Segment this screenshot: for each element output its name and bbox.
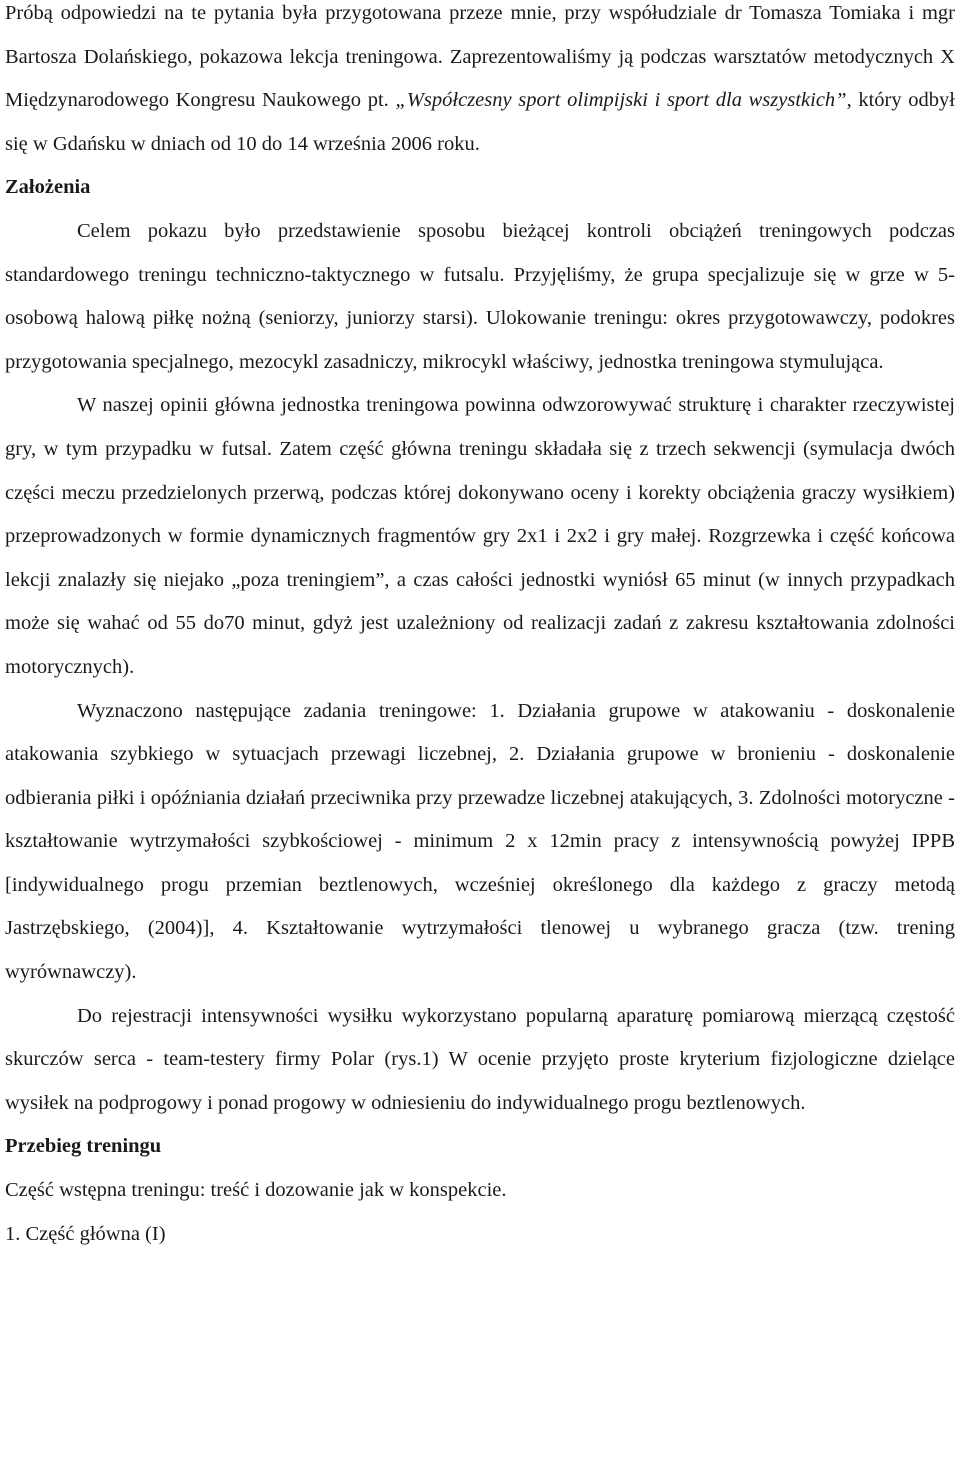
paragraph-rejestracja: Do rejestracji intensywności wysiłku wykorzystano popularną aparaturę pomiarową mierzącą częstość skurczów serca - team-testery firmy Polar (rys.1) W ocenie przyjęto proste kryterium fizjologiczne dzielące wysiłek na podprogowy i ponad progowy w odniesieniu do indywidualnego progu beztlenowych. bbox=[5, 1004, 955, 1114]
line-czesc-wstepna: Część wstępna treningu: treść i dozowanie jak w konspekcie. bbox=[5, 1179, 507, 1202]
line-czesc-glowna: 1. Część główna (I) bbox=[5, 1222, 166, 1245]
intro-text-before: Próbą odpowiedzi na te pytania była przygotowana przeze mnie, przy współudziale dr Tomasza Tomiaka i mgr Bartosza Dolańskiego, pokazowa lekcja treningowa. Zaprezentowaliśmy ją podczas warsztatów metodycznych X Międzynarodowego Kongresu Naukowego pt. bbox=[5, 2, 955, 112]
paragraph-celem: Celem pokazu było przedstawienie sposobu bieżącej kontroli obciążeń treningowych podczas standardowego treningu techniczno-taktycznego w futsalu. Przyjęliśmy, że grupa specjalizuje się w grze w 5-osobową halową piłkę nożną (seniorzy, juniorzy starsi). Ulokowanie treningu: okres przygotowawczy, podokres przygotowania specjalnego, mezocykl zasadniczy, mikrocykl właściwy, jednostka treningowa stymulująca. bbox=[5, 219, 955, 373]
congress-title: „Współczesny sport olimpijski i sport dla wszystkich” bbox=[395, 89, 847, 112]
heading-przebieg-treningu: Przebieg treningu bbox=[5, 1135, 162, 1158]
intro-paragraph bbox=[5, 0, 955, 166]
intro-text-after: , który odbył się w Gdańsku w dniach od 10 do 14 września 2006 roku. bbox=[5, 89, 955, 155]
paragraph-zadania: Wyznaczono następujące zadania treningowe: 1. Działania grupowe w atakowaniu - doskonalenie atakowania szybkiego w sytuacjach przewagi liczebnej, 2. Działania grupowe w bronieniu - doskonalenie odbierania piłki i opóźniania działań przeciwnika przy przewadze liczebnej atakujących, 3. Zdolności motoryczne - kształtowanie wytrzymałości szybkościowej - minimum 2 x 12min pracy z intensywnością powyżej IPPB [indywidualnego progu przemian beztlenowych, wcześniej określonego dla każdego z graczy metodą Jastrzębskiego, (2004)], 4. Kształtowanie wytrzymałości tlenowej u wybranego gracza (tzw. trening wyrównawczy). bbox=[5, 699, 955, 984]
paragraph-opinia: W naszej opinii główna jednostka treningowa powinna odwzorowywać strukturę i charakter rzeczywistej gry, w tym przypadku w futsal. Zatem część główna treningu składała się z trzech sekwencji (symulacja dwóch części meczu przedzielonych przerwą, podczas której dokonywano oceny i korekty obciążenia graczy wysiłkiem) przeprowadzonych w formie dynamicznych fragmentów gry 2x1 i 2x2 i gry małej. Rozgrzewka i część końcowa lekcji znalazły się niejako „poza treningiem”, a czas całości jednostki wyniósł 65 minut (w innych przypadkach może się wahać od 55 do70 minut, gdyż jest uzależniony od realizacji zadań z zakresu kształtowania zdolności motorycznych). bbox=[5, 394, 955, 678]
document-page bbox=[5, 0, 955, 1256]
heading-zalozenia: Założenia bbox=[5, 176, 91, 199]
